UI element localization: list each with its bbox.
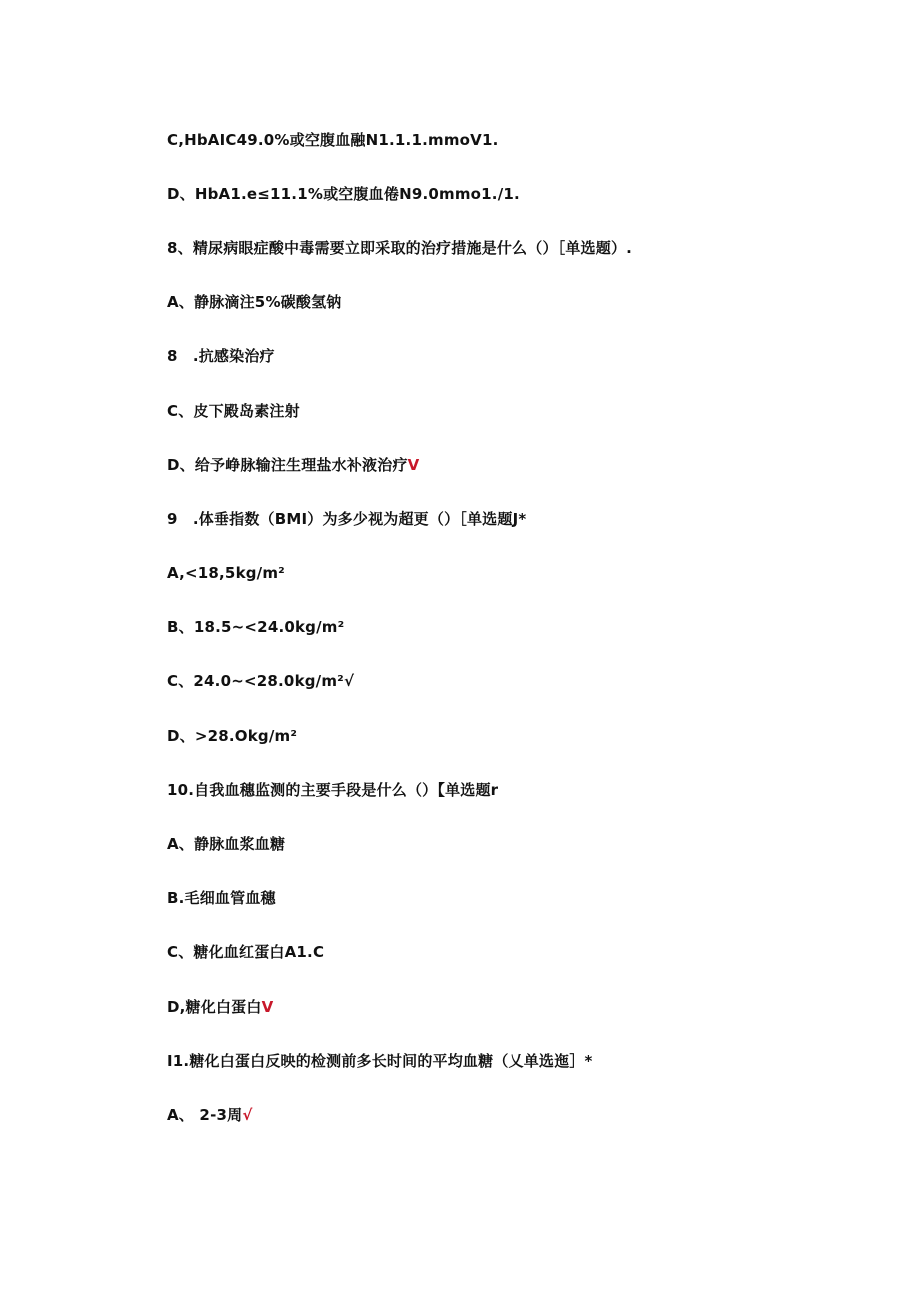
correct-answer-mark: V (261, 998, 274, 1016)
correct-answer-mark: V (407, 456, 420, 474)
option-c-line (167, 130, 499, 150)
option-d-line (167, 184, 520, 204)
q9-option-c (167, 671, 354, 691)
question-11 (167, 1051, 593, 1071)
option-text: C、皮下殿岛素注射 (167, 402, 300, 420)
question-text: 10.自我血穗监测的主要手段是什么（）【单选题r (167, 781, 499, 799)
question-text: 9 .体垂指数（BMI）为多少视为超更（）［单选题J* (167, 510, 527, 528)
question-text: 8、精尿病眼症酸中毒需要立即采取的治疗措施是什么（）［单选题）. (167, 239, 633, 257)
option-text: A、 2-3周 (167, 1106, 243, 1124)
option-text: A、静脉血浆血糖 (167, 835, 286, 853)
option-text: C、24.0~<28.0kg/m²√ (167, 672, 355, 690)
q8-option-b (167, 346, 275, 366)
question-text: I1.糖化白蛋白反映的检测前多长时间的平均血糖（乂单选迤］* (167, 1052, 593, 1070)
q11-option-a (167, 1105, 253, 1125)
line-text: C,HbAIC49.0%或空腹血融N1.1.1.mmoV1. (167, 131, 499, 149)
question-9 (167, 509, 526, 529)
question-10 (167, 780, 498, 800)
option-text: B.毛细血管血穗 (167, 889, 276, 907)
option-text: A、静脉滴注5%碳酸氢钠 (167, 293, 342, 311)
option-text: 8 .抗感染治疗 (167, 347, 275, 365)
q8-option-d (167, 455, 419, 475)
option-text: A,<18,5kg/m² (167, 564, 285, 582)
option-text: D、给予峥脉输注生理盐水补液治疗 (167, 456, 408, 474)
question-8 (167, 238, 632, 258)
q10-option-d (167, 997, 273, 1017)
q10-option-b (167, 888, 276, 908)
q9-option-a (167, 563, 285, 583)
q9-option-b (167, 617, 344, 637)
q9-option-d (167, 726, 297, 746)
q10-option-c (167, 942, 324, 962)
option-text: C、糖化血红蛋白A1.C (167, 943, 325, 961)
option-text: D,糖化白蛋白 (167, 998, 262, 1016)
line-text: D、HbA1.e≤11.1%或空腹血倦N9.0mmo1./1. (167, 185, 520, 203)
option-text: D、>28.Okg/m² (167, 727, 298, 745)
option-text: B、18.5~<24.0kg/m² (167, 618, 345, 636)
correct-answer-mark: √ (242, 1106, 253, 1124)
q10-option-a (167, 834, 285, 854)
q8-option-a (167, 292, 341, 312)
q8-option-c (167, 401, 300, 421)
